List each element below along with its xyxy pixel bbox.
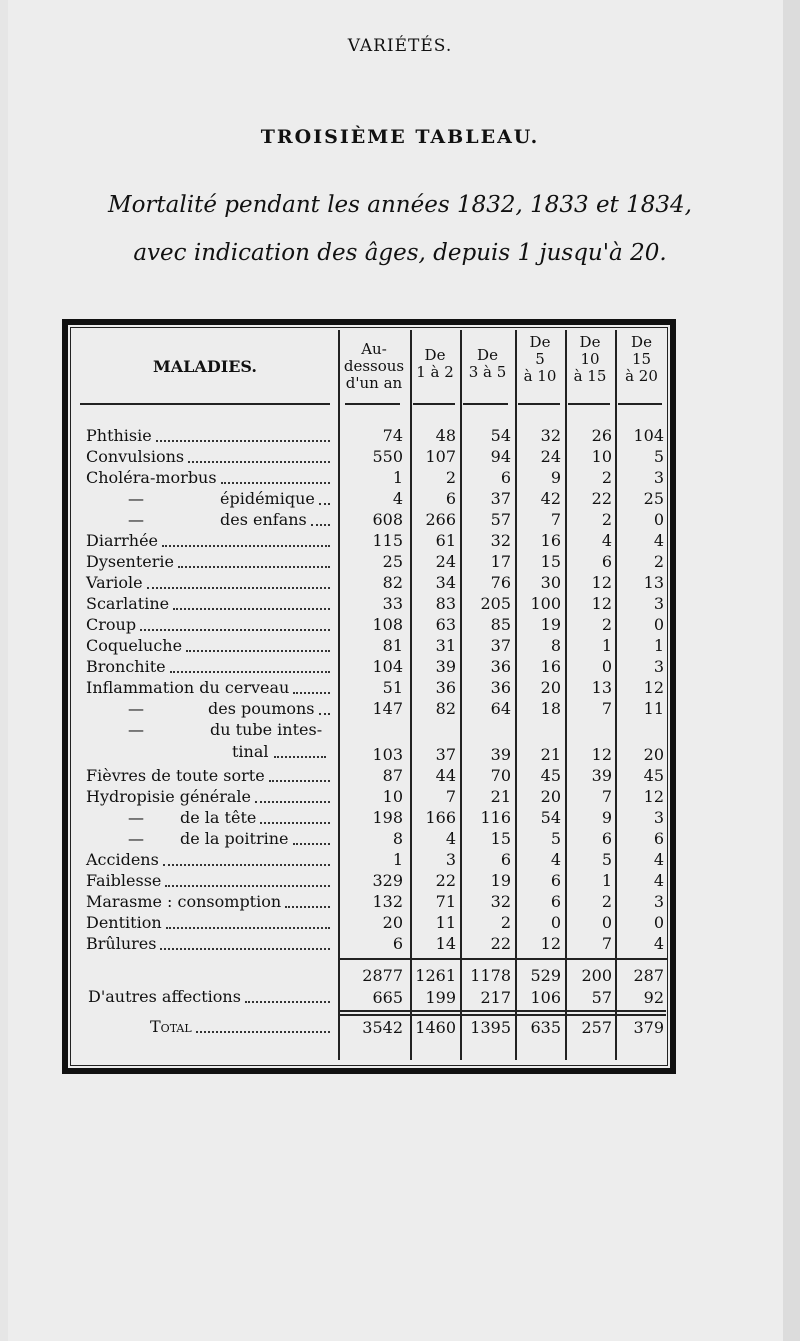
cell-value: 20	[540, 678, 561, 697]
row-leader	[311, 524, 330, 526]
column-header-c5-line: 10	[580, 350, 600, 368]
cell-value: 166	[425, 808, 456, 827]
cell-value: 15	[490, 829, 511, 848]
cell-value: 8	[550, 636, 561, 655]
cell-value: 16	[540, 657, 561, 676]
row-label: Brûlures	[86, 934, 157, 953]
cell-value: 3	[653, 468, 664, 487]
row-leader	[166, 927, 330, 929]
header-rule	[568, 403, 610, 405]
cell-value: 5	[550, 829, 561, 848]
cell-value: 13	[591, 678, 612, 697]
cell-value: 74	[382, 426, 403, 445]
row-leader	[156, 440, 330, 442]
subtotal-value: 2877	[362, 966, 403, 985]
total-label: Total	[150, 1017, 192, 1036]
row-leader	[170, 671, 330, 673]
cell-value: 20	[382, 913, 403, 932]
cell-value: 13	[643, 573, 664, 592]
row-label: tinal	[232, 742, 269, 761]
cell-value: 2	[601, 615, 612, 634]
cell-value: 22	[591, 489, 612, 508]
subtotal-rule	[338, 958, 668, 960]
cell-value: 7	[445, 787, 456, 806]
cell-value: 51	[382, 678, 403, 697]
row-leader	[162, 545, 330, 547]
cell-value: 54	[540, 808, 561, 827]
cell-value: 19	[490, 871, 511, 890]
cell-value: 11	[435, 913, 456, 932]
cell-value: 61	[435, 531, 456, 550]
header-rule	[345, 403, 400, 405]
cell-value: 550	[372, 447, 403, 466]
header-rule	[80, 403, 330, 405]
cell-value: 71	[435, 892, 456, 911]
cell-value: 0	[601, 657, 612, 676]
cell-value: 34	[435, 573, 456, 592]
header-rule	[618, 403, 662, 405]
row-leader	[221, 482, 330, 484]
row-leader	[293, 692, 330, 694]
header-rule	[518, 403, 560, 405]
cell-value: 16	[540, 531, 561, 550]
total-value: 635	[530, 1018, 561, 1037]
column-header-c3-line: 3 à 5	[468, 363, 507, 381]
column-header-c1-line: Au-	[361, 340, 387, 358]
cell-value: 198	[372, 808, 403, 827]
subtotal-value: 1261	[415, 966, 456, 985]
cell-value: 100	[530, 594, 561, 613]
cell-value: 4	[653, 934, 664, 953]
cell-value: 22	[435, 871, 456, 890]
column-header-maladies: MALADIES.	[153, 357, 257, 376]
row-leader	[293, 843, 331, 845]
row-label: Diarrhée	[86, 531, 159, 550]
cell-value: 44	[435, 766, 456, 785]
cell-value: 45	[540, 766, 561, 785]
row-label: Coqueluche	[86, 636, 183, 655]
cell-value: 48	[435, 426, 456, 445]
row-leader	[269, 780, 330, 782]
cell-value: 11	[643, 699, 664, 718]
row-label: Fièvres de toute sorte	[86, 766, 265, 785]
total-value: 1395	[470, 1018, 511, 1037]
cell-value: 39	[435, 657, 456, 676]
column-header-c5-line: De	[579, 333, 601, 351]
cell-value: 1	[392, 850, 403, 869]
cell-value: 4	[392, 489, 403, 508]
cell-value: 3	[653, 594, 664, 613]
column-header-c1-line: dessous	[343, 357, 405, 375]
row-leader	[147, 587, 330, 589]
cell-value: 12	[540, 934, 561, 953]
cell-value: 2	[601, 468, 612, 487]
row-label: de la poitrine	[180, 829, 289, 848]
cell-value: 82	[435, 699, 456, 718]
header-rule	[413, 403, 455, 405]
subtotal-value: 287	[633, 966, 664, 985]
row-leader	[274, 756, 326, 758]
cell-value: 103	[372, 745, 403, 764]
cell-value: 12	[591, 745, 612, 764]
column-header-c6-line: De	[631, 333, 652, 351]
row-label: Hydropisie générale	[86, 787, 252, 806]
cell-value: 25	[643, 489, 664, 508]
autres-value: 217	[480, 988, 511, 1007]
row-label: Dentition	[86, 913, 162, 932]
subtitle-line-2: avec indication des âges, depuis 1 jusqu'à 20.	[133, 240, 667, 266]
autres-value: 199	[425, 988, 456, 1007]
row-leader	[160, 948, 330, 950]
cell-value: 32	[490, 892, 511, 911]
total-value: 1460	[415, 1018, 456, 1037]
column-header-c6-line: à 20	[625, 367, 658, 385]
header-rule	[463, 403, 508, 405]
row-leader	[319, 503, 330, 505]
cell-value: 15	[540, 552, 561, 571]
cell-value: 20	[643, 745, 664, 764]
cell-value: 45	[643, 766, 664, 785]
ditto-dash: —	[128, 699, 144, 718]
cell-value: 4	[550, 850, 561, 869]
row-leader	[255, 801, 330, 803]
row-label: Dysenterie	[86, 552, 174, 571]
subtitle-line-1: Mortalité pendant les années 1832, 1833 et 1834,	[108, 192, 692, 218]
cell-value: 12	[591, 594, 612, 613]
row-label: Croup	[86, 615, 137, 634]
row-label: des enfans	[220, 510, 307, 529]
total-value: 3542	[362, 1018, 403, 1037]
cell-value: 20	[540, 787, 561, 806]
cell-value: 115	[372, 531, 403, 550]
cell-value: 14	[435, 934, 456, 953]
cell-value: 329	[372, 871, 403, 890]
total-rule	[340, 1010, 666, 1012]
cell-value: 147	[372, 699, 403, 718]
cell-value: 22	[490, 934, 511, 953]
ditto-dash: —	[128, 808, 144, 827]
row-label: D'autres affections	[88, 987, 241, 1006]
cell-value: 6	[392, 934, 403, 953]
row-leader	[163, 864, 330, 866]
row-leader	[178, 566, 330, 568]
running-header: VARIÉTÉS.	[347, 36, 453, 56]
column-header-c2-line: 1 à 2	[416, 363, 454, 381]
cell-value: 24	[540, 447, 561, 466]
row-label: Phthisie	[86, 426, 152, 445]
cell-value: 37	[490, 636, 511, 655]
ditto-dash: —	[128, 489, 144, 508]
column-header-c4-line: à 10	[523, 367, 557, 385]
cell-value: 132	[372, 892, 403, 911]
cell-value: 42	[540, 489, 561, 508]
cell-value: 0	[653, 510, 664, 529]
cell-value: 7	[601, 699, 612, 718]
total-value: 257	[581, 1018, 612, 1037]
cell-value: 6	[550, 871, 561, 890]
cell-value: 116	[480, 808, 511, 827]
cell-value: 21	[540, 745, 561, 764]
cell-value: 64	[490, 699, 511, 718]
cell-value: 2	[500, 913, 511, 932]
cell-value: 108	[372, 615, 403, 634]
cell-value: 30	[540, 573, 561, 592]
row-leader	[188, 461, 330, 463]
cell-value: 6	[550, 892, 561, 911]
cell-value: 104	[633, 426, 664, 445]
row-leader	[186, 650, 330, 652]
cell-value: 4	[601, 531, 612, 550]
row-label: Accidens	[86, 850, 159, 869]
cell-value: 87	[382, 766, 403, 785]
subtotal-value: 1178	[470, 966, 511, 985]
column-header-c1-line: d'un an	[345, 374, 403, 392]
cell-value: 24	[435, 552, 456, 571]
cell-value: 3	[653, 657, 664, 676]
cell-value: 266	[425, 510, 456, 529]
cell-value: 12	[591, 573, 612, 592]
row-leader	[319, 713, 330, 715]
cell-value: 57	[490, 510, 511, 529]
cell-value: 70	[490, 766, 511, 785]
cell-value: 63	[435, 615, 456, 634]
cell-value: 25	[382, 552, 403, 571]
cell-value: 6	[601, 829, 612, 848]
cell-value: 10	[591, 447, 612, 466]
cell-value: 32	[490, 531, 511, 550]
cell-value: 12	[643, 678, 664, 697]
cell-value: 3	[445, 850, 456, 869]
cell-value: 37	[490, 489, 511, 508]
row-leader	[165, 885, 330, 887]
row-leader	[196, 1031, 330, 1033]
ditto-dash: —	[128, 510, 144, 529]
row-label: Bronchite	[86, 657, 166, 676]
cell-value: 21	[490, 787, 511, 806]
cell-value: 107	[425, 447, 456, 466]
cell-value: 94	[490, 447, 511, 466]
cell-value: 12	[643, 787, 664, 806]
cell-value: 1	[392, 468, 403, 487]
cell-value: 1	[601, 636, 612, 655]
row-label: épidémique	[220, 489, 315, 508]
column-header-c6-line: 15	[631, 350, 652, 368]
ditto-dash: —	[128, 829, 144, 848]
autres-value: 106	[530, 988, 561, 1007]
cell-value: 18	[540, 699, 561, 718]
cell-value: 104	[372, 657, 403, 676]
cell-value: 82	[382, 573, 403, 592]
cell-value: 2	[445, 468, 456, 487]
cell-value: 6	[653, 829, 664, 848]
row-label: Faiblesse	[86, 871, 162, 890]
cell-value: 31	[435, 636, 456, 655]
cell-value: 6	[500, 468, 511, 487]
column-header-c2-line: De	[424, 346, 446, 364]
row-leader	[285, 906, 330, 908]
cell-value: 608	[372, 510, 403, 529]
cell-value: 2	[601, 892, 612, 911]
row-label: Marasme : consomption	[86, 892, 282, 911]
cell-value: 205	[480, 594, 511, 613]
row-label: des poumons	[208, 699, 315, 718]
row-leader	[260, 822, 330, 824]
column-header-c4-line: De	[529, 333, 551, 351]
cell-value: 4	[653, 850, 664, 869]
cell-value: 5	[653, 447, 664, 466]
cell-value: 8	[392, 829, 403, 848]
cell-value: 10	[382, 787, 403, 806]
row-label: de la tête	[180, 808, 257, 827]
column-header-c5-line: à 15	[573, 367, 607, 385]
ditto-dash: —	[128, 720, 144, 739]
row-label: Choléra-morbus	[86, 468, 217, 487]
cell-value: 81	[382, 636, 403, 655]
cell-value: 2	[653, 552, 664, 571]
cell-value: 36	[435, 678, 456, 697]
cell-value: 85	[490, 615, 511, 634]
row-label: Convulsions	[86, 447, 185, 466]
autres-value: 57	[591, 988, 612, 1007]
cell-value: 39	[591, 766, 612, 785]
row-leader	[140, 629, 330, 631]
subtotal-value: 200	[581, 966, 612, 985]
row-leader	[173, 608, 330, 610]
cell-value: 32	[540, 426, 561, 445]
row-label: Inflammation du cerveau	[86, 678, 290, 697]
cell-value: 76	[490, 573, 511, 592]
cell-value: 1	[601, 871, 612, 890]
cell-value: 3	[653, 808, 664, 827]
cell-value: 7	[601, 787, 612, 806]
total-value: 379	[633, 1018, 664, 1037]
cell-value: 0	[550, 913, 561, 932]
cell-value: 26	[591, 426, 612, 445]
cell-value: 0	[653, 913, 664, 932]
cell-value: 17	[490, 552, 511, 571]
cell-value: 6	[601, 552, 612, 571]
column-header-c3-line: De	[477, 346, 498, 364]
cell-value: 0	[653, 615, 664, 634]
subtotal-value: 529	[530, 966, 561, 985]
column-header-c4-line: 5	[535, 350, 545, 368]
cell-value: 36	[490, 678, 511, 697]
autres-value: 92	[643, 988, 664, 1007]
column-rule	[338, 330, 340, 1060]
row-leader	[245, 1001, 330, 1003]
cell-value: 7	[601, 934, 612, 953]
cell-value: 6	[445, 489, 456, 508]
cell-value: 36	[490, 657, 511, 676]
cell-value: 37	[435, 745, 456, 764]
cell-value: 9	[550, 468, 561, 487]
cell-value: 19	[540, 615, 561, 634]
total-rule	[340, 1014, 666, 1016]
row-label: du tube intes-	[210, 720, 323, 739]
row-label: Variole	[86, 573, 143, 592]
cell-value: 2	[601, 510, 612, 529]
cell-value: 7	[550, 510, 561, 529]
cell-value: 3	[653, 892, 664, 911]
cell-value: 4	[445, 829, 456, 848]
cell-value: 54	[490, 426, 511, 445]
cell-value: 83	[435, 594, 456, 613]
cell-value: 0	[601, 913, 612, 932]
table-title: TROISIÈME TABLEAU.	[260, 126, 540, 148]
row-label: Scarlatine	[86, 594, 170, 613]
cell-value: 1	[653, 636, 664, 655]
autres-value: 665	[372, 988, 403, 1007]
cell-value: 39	[490, 745, 511, 764]
cell-value: 6	[500, 850, 511, 869]
cell-value: 4	[653, 531, 664, 550]
cell-value: 4	[653, 871, 664, 890]
cell-value: 9	[601, 808, 612, 827]
cell-value: 33	[382, 594, 403, 613]
cell-value: 5	[601, 850, 612, 869]
